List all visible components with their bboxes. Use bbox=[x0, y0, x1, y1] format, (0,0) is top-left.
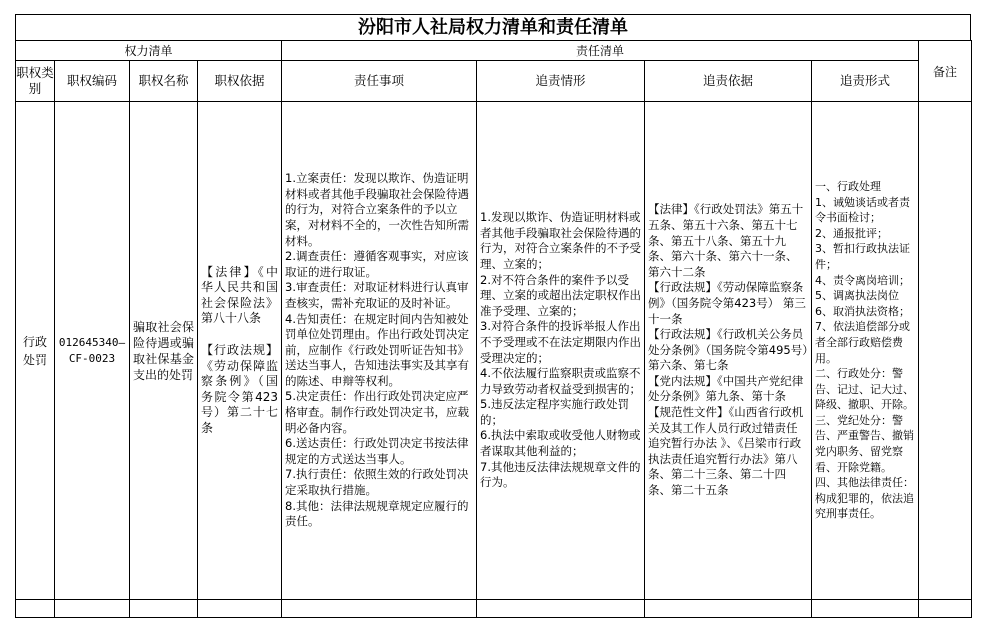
sheet-title: 汾阳市人社局权力清单和责任清单 bbox=[15, 14, 971, 40]
power-list-header: 权力清单 bbox=[16, 41, 282, 61]
duties-cell bbox=[282, 102, 477, 600]
duty-item: 7.执行责任：依照生效的行政处罚决定采取执行措施。 bbox=[285, 467, 469, 498]
form-item: 4、责令离岗培训； bbox=[815, 273, 911, 287]
form-item: 一、行政处理 bbox=[815, 179, 882, 193]
duty-item: 1.立案责任：发现以欺诈、伪造证明材料或者其他手段骗取社会保险待遇的行为，对符合立案条件的予以立案，对材料不全的，一次性告知所需材料。 bbox=[285, 171, 470, 248]
remark-cell bbox=[919, 102, 972, 600]
cases-header: 追责情形 bbox=[477, 61, 645, 102]
acc-basis-cell bbox=[645, 102, 812, 600]
forms-list bbox=[812, 179, 918, 522]
responsibility-sheet bbox=[15, 14, 971, 618]
case-item: 7.其他违反法律法规规章文件的行为。 bbox=[480, 459, 641, 490]
case-item: 5.违反法定程序实施行政处罚的； bbox=[480, 397, 629, 427]
responsibility-table bbox=[15, 40, 972, 618]
form-item: 1、诫勉谈话或者责令书面检讨； bbox=[815, 195, 911, 225]
cases-cell bbox=[477, 102, 645, 600]
acc-basis-item: 【法律】《行政处罚法》第五十五条、第五十六条、第五十七条、第五十八条、第五十九条、第六十条、第六十一条、第六十二条 bbox=[648, 202, 804, 279]
empty-cell bbox=[812, 600, 919, 618]
form-item: 3、暂扣行政执法证件； bbox=[815, 242, 911, 271]
form-item: 四、其他法律责任：构成犯罪的，依法追究刑事责任。 bbox=[815, 476, 915, 521]
acc-basis-header: 追责依据 bbox=[645, 61, 812, 102]
form-item: 7、依法追偿部分或者全部行政赔偿费用。 bbox=[815, 320, 911, 365]
empty-cell bbox=[130, 600, 198, 618]
basis-cell bbox=[198, 102, 282, 600]
duty-item: 5.决定责任：作出行政处罚决定应严格审查。制作行政处罚决定书，应载明必备内容。 bbox=[285, 389, 470, 435]
duties-header: 责任事项 bbox=[282, 61, 477, 102]
empty-row bbox=[16, 600, 972, 618]
duty-item: 8.其他：法律法规规章规定应履行的责任。 bbox=[285, 498, 469, 529]
name-header: 职权名称 bbox=[130, 61, 198, 102]
acc-basis-item: 【行政法规】《行政机关公务员处分条例》（国务院令第495号）第六条、第七条 bbox=[648, 327, 808, 373]
forms-header: 追责形式 bbox=[812, 61, 919, 102]
basis-header: 职权依据 bbox=[198, 61, 282, 102]
basis-item: 【行政法规】《劳动保障监察条例》（国务院令第423号）第二十七条 bbox=[201, 342, 279, 435]
case-item: 4.不依法履行监察职责或监察不力导致劳动者权益受到损害的； bbox=[480, 366, 642, 396]
duty-item: 3.审查责任：对取证材料进行认真审查核实，需补充取证的及时补证。 bbox=[285, 280, 469, 310]
column-header-row bbox=[16, 61, 972, 102]
code-value: 012645340—CF-0023 bbox=[58, 335, 126, 365]
code-header: 职权编码 bbox=[55, 61, 130, 102]
group-header-row bbox=[16, 41, 972, 61]
case-item: 3.对符合条件的投诉举报人作出不予受理或不在法定期限内作出受理决定的； bbox=[480, 319, 642, 365]
duty-item: 2.调查责任：遵循客观事实，对应该取证的进行取证。 bbox=[285, 249, 469, 279]
empty-cell bbox=[282, 600, 477, 618]
form-item: 6、取消执法资格； bbox=[815, 304, 911, 318]
form-item: 三、党纪处分：警告、严重警告、撤销党内职务、留党察看、开除党籍。 bbox=[815, 413, 915, 474]
empty-cell bbox=[645, 600, 812, 618]
name-value: 骗取社会保险待遇或骗取社保基金支出的处罚 bbox=[133, 319, 194, 382]
acc-basis-item: 【党内法规】《中国共产党纪律处分条例》第九条、第十条 bbox=[648, 373, 804, 404]
case-item: 6.执法中索取或收受他人财物或者谋取其他利益的； bbox=[480, 428, 641, 459]
name-cell bbox=[130, 102, 198, 600]
remark-header: 备注 bbox=[919, 41, 972, 102]
table-row bbox=[16, 102, 972, 600]
case-item: 2.对不符合条件的案件予以受理、立案的或超出法定职权作出准予受理、立案的； bbox=[480, 272, 642, 318]
empty-cell bbox=[198, 600, 282, 618]
case-item: 1.发现以欺诈、伪造证明材料或者其他手段骗取社会保险待遇的行为，对符合立案条件的不予受理、立案的； bbox=[480, 210, 642, 271]
empty-cell bbox=[16, 600, 55, 618]
empty-cell bbox=[55, 600, 130, 618]
duties-list bbox=[282, 171, 476, 530]
category-value: 行政处罚 bbox=[22, 334, 47, 367]
basis-list bbox=[198, 265, 281, 437]
category-cell bbox=[16, 102, 55, 600]
duty-item: 4.告知责任：在规定时间内告知被处罚单位处罚理由。作出行政处罚决定前，应制作《行政处罚听证告知书》送达当事人，告知违法事实及其享有的陈述、申辩等权利。 bbox=[285, 311, 470, 388]
form-item: 2、通报批评； bbox=[815, 226, 889, 240]
cases-list bbox=[477, 210, 644, 491]
acc-basis-item: 【规范性文件】《山西省行政机关及其工作人员行政过错责任追究暂行办法 》、《吕梁市行政执法责任追究暂行办法》第八条、第二十三条、第二十四条、第二十五条 bbox=[648, 405, 804, 498]
category-header: 职权类别 bbox=[16, 61, 55, 102]
duty-item: 6.送达责任：行政处罚决定书按法律规定的方式送达当事人。 bbox=[285, 436, 469, 466]
basis-item: 【法律】《中华人民共和国社会保险法》第八十八条 bbox=[201, 264, 279, 326]
forms-cell bbox=[812, 102, 919, 600]
form-item: 5、调离执法岗位 bbox=[815, 289, 900, 303]
responsibility-list-header: 责任清单 bbox=[282, 41, 919, 61]
form-item: 二、行政处分：警告、记过、记大过、降级、撤职、开除。 bbox=[815, 367, 915, 412]
empty-cell bbox=[919, 600, 972, 618]
acc-basis-item: 【行政法规】《劳动保障监察条例》（国务院令第423号） 第三十一条 bbox=[648, 280, 806, 326]
acc-basis-list bbox=[645, 202, 811, 498]
empty-cell bbox=[477, 600, 645, 618]
code-cell bbox=[55, 102, 130, 600]
